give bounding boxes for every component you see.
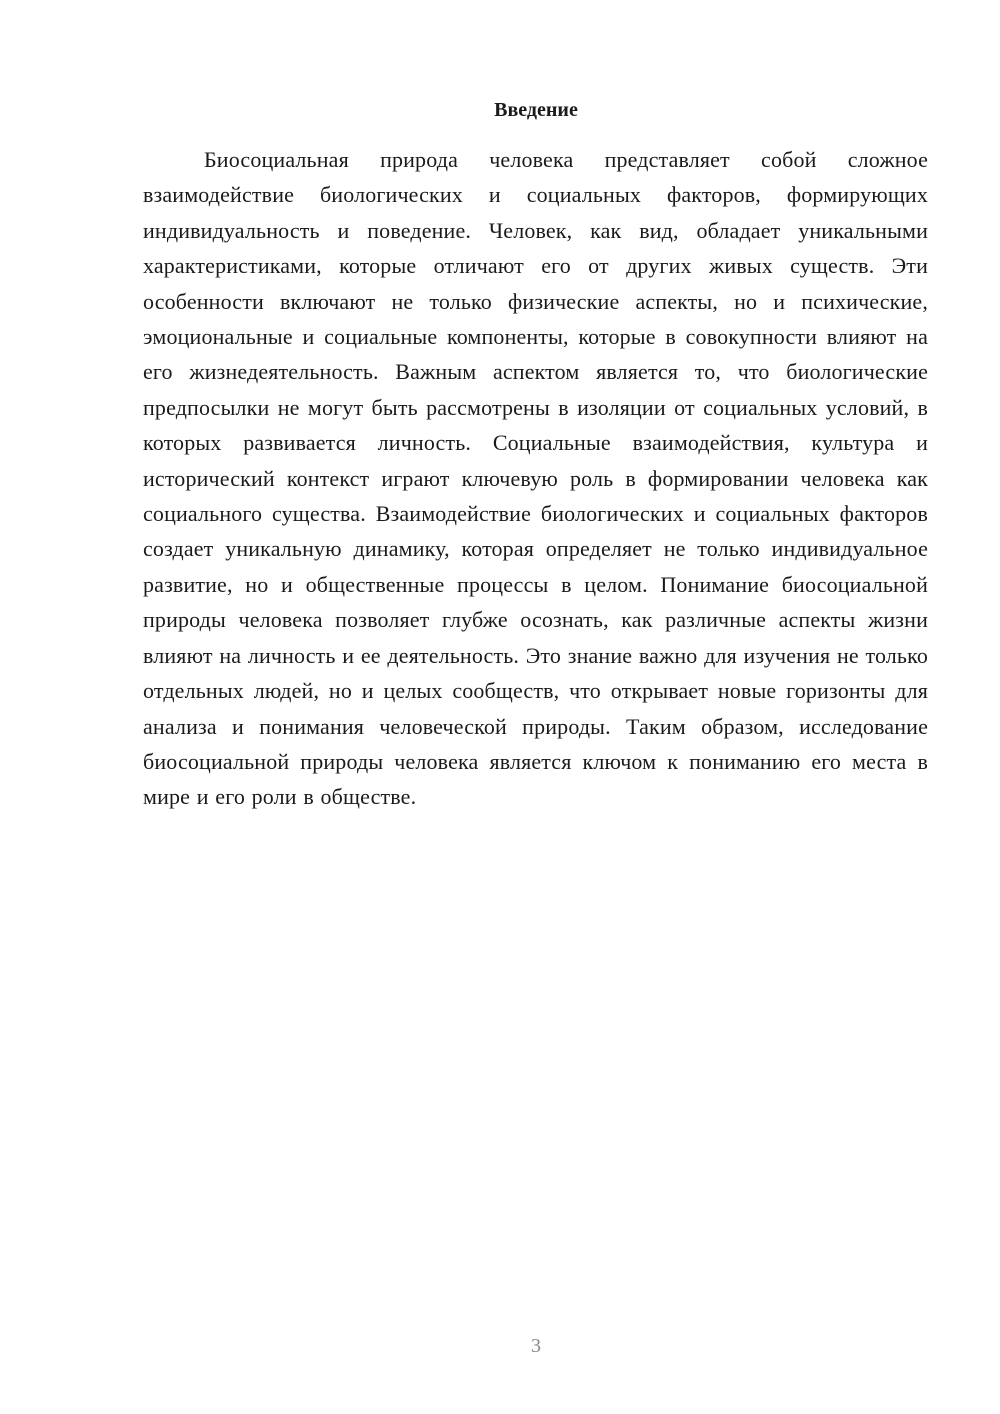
body-paragraph: Биосоциальная природа человека представляет собой сложное взаимодействие биологических и социальных факторов, формирующих индивидуальность и поведение. Человек, как вид, обладает уникальными характеристиками, которые отличают его от других живых существ. Эти особенности включают не только физические аспекты, но и психические, эмоциональные и социальные компоненты, которые в совокупности влияют на его жизнедеятельность. Важным аспектом является то, что биологические предпосылки не могут быть рассмотрены в изоляции от социальных условий, в которых развивается личность. Социальные взаимодействия, культура и исторический контекст играют ключевую роль в формировании человека как социального существа. Взаимодействие биологических и социальных факторов создает уникальную динамику, которая определяет не только индивидуальное развитие, но и общественные процессы в целом. Понимание биосоциальной природы человека позволяет глубже осознать, как различные аспекты жизни влияют на личность и ее деятельность. Это знание важно для изучения не только отдельных людей, но и целых сообществ, что открывает новые горизонты для анализа и понимания человеческой природы. Таким образом, исследование биосоциальной природы человека является ключом к пониманию его места в мире и его роли в обществе.: [143, 147, 928, 810]
section-heading: Введение: [494, 99, 578, 121]
page-number: 3: [531, 1335, 541, 1357]
